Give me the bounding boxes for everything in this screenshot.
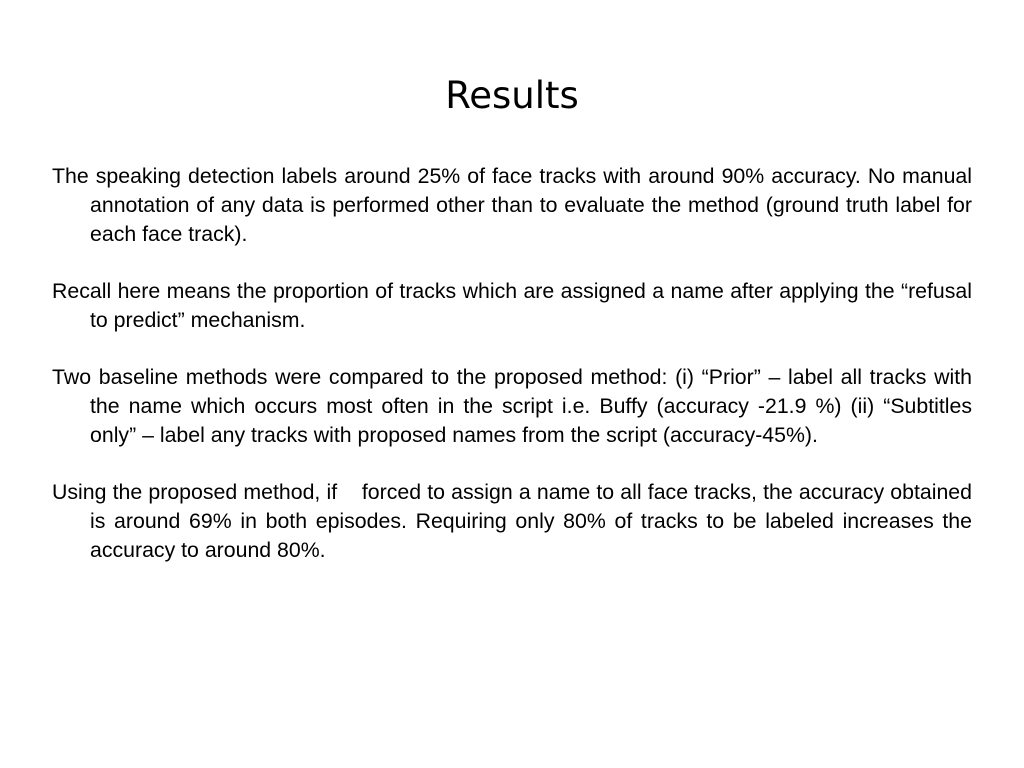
paragraph-recall-definition: Recall here means the proportion of tracks which are assigned a name after applying the “refusal to predict” mechanism. — [52, 279, 972, 332]
slide-title: Results — [445, 74, 579, 117]
paragraph-baseline-methods: Two baseline methods were compared to the proposed method: (i) “Prior” – label all tracks with the name which occurs most often in the script i.e. Buffy (accuracy -21.9 %) (ii) “Subtitles only” – label any tracks with proposed names from the script (accuracy-45%). — [52, 365, 972, 447]
slide-body — [52, 162, 978, 593]
paragraph-proposed-method-accuracy: Using the proposed method, if forced to assign a name to all face tracks, the accuracy obtained is around 69% in both episodes. Requiring only 80% of tracks to be labeled increases the accuracy to around 80%. — [52, 480, 978, 562]
paragraph-speaking-detection: The speaking detection labels around 25% of face tracks with around 90% accuracy. No manual annotation of any data is performed other than to evaluate the method (ground truth label for each face track). — [52, 164, 972, 246]
